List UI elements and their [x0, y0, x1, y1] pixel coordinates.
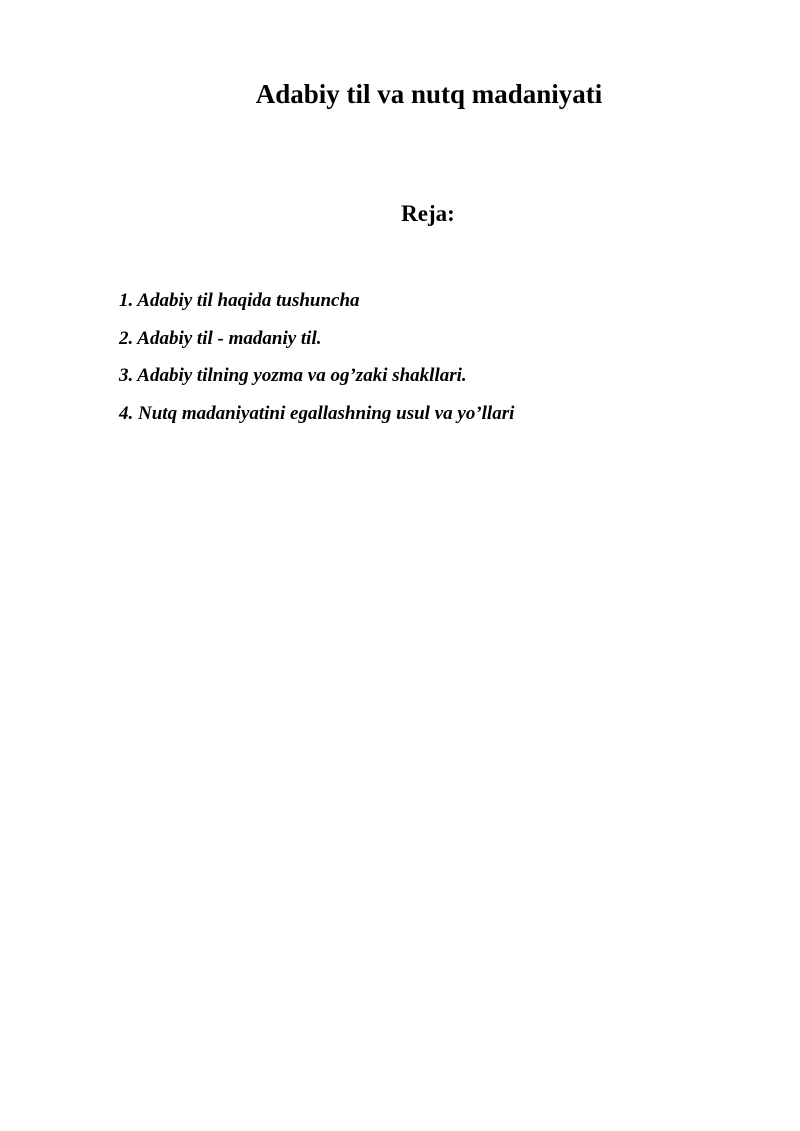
plan-item-4: 4. Nutq madaniyatini egallashning usul va yo’llari — [119, 402, 515, 424]
plan-heading: Reja: — [401, 201, 455, 226]
plan-item-3: 3. Adabiy tilning yozma va og’zaki shakllari. — [119, 365, 467, 386]
plan-list — [119, 287, 514, 437]
plan-item-1: 1. Adabiy til haqida tushuncha — [119, 290, 360, 311]
plan-item-2: 2. Adabiy til - madaniy til. — [119, 327, 322, 349]
document-title: Adabiy til va nutq madaniyati — [255, 79, 603, 109]
